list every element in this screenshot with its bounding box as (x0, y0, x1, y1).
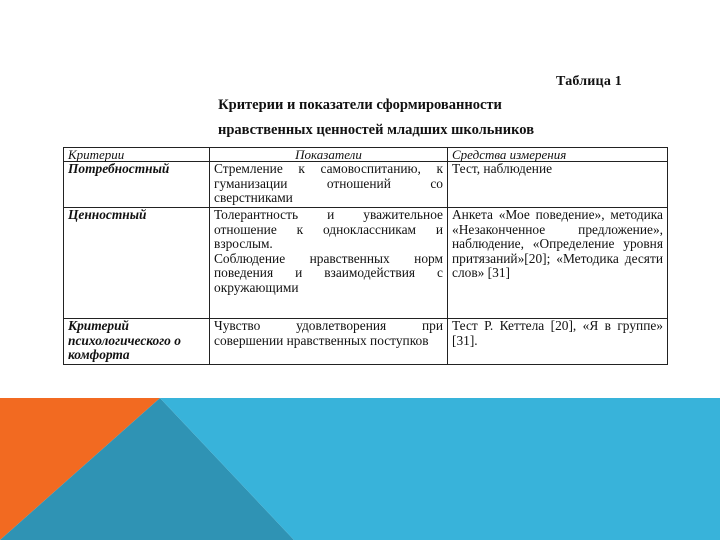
indicator-text: Чувство удовлетворения при совершении нравственных поступков (214, 318, 443, 348)
table-number: Таблица 1 (556, 74, 622, 89)
criteria-table (63, 147, 668, 365)
header-criteria: Критерии (64, 148, 210, 162)
criterion-cell: Критерий психологического о комфорта (64, 319, 210, 365)
means-cell: Тест Р. Кеттела [20], «Я в группе» [31]. (448, 319, 668, 365)
indicator-text: Соблюдение нравственных норм поведения и взаимодействия с окружающими (214, 250, 443, 295)
indicators-cell (210, 319, 448, 365)
means-cell: Анкета «Мое поведение», методика «Незаконченное предложение», наблюдение, «Определение уровня притязаний»[20]; «Методика десяти слов» [31] (448, 208, 668, 319)
indicators-cell (210, 208, 448, 319)
table-row (64, 208, 668, 319)
indicator-text: Стремление к самовоспитанию, к гуманизации отношений со сверстниками (214, 161, 443, 206)
table-row (64, 319, 668, 365)
table-header-row (64, 148, 668, 162)
criterion-cell: Ценностный (64, 208, 210, 319)
header-means: Средства измерения (448, 148, 668, 162)
means-cell: Тест, наблюдение (448, 162, 668, 208)
criterion-cell: Потребностный (64, 162, 210, 208)
table-title-line2: нравственных ценностей младших школьников (217, 122, 535, 138)
table-title-line1: Критерии и показатели сформированности (218, 97, 502, 113)
header-indicators: Показатели (210, 148, 448, 162)
table-row (64, 162, 668, 208)
indicator-text: Толерантность и уважительное отношение к одноклассникам и взрослым. (214, 207, 443, 252)
indicators-cell (210, 162, 448, 208)
